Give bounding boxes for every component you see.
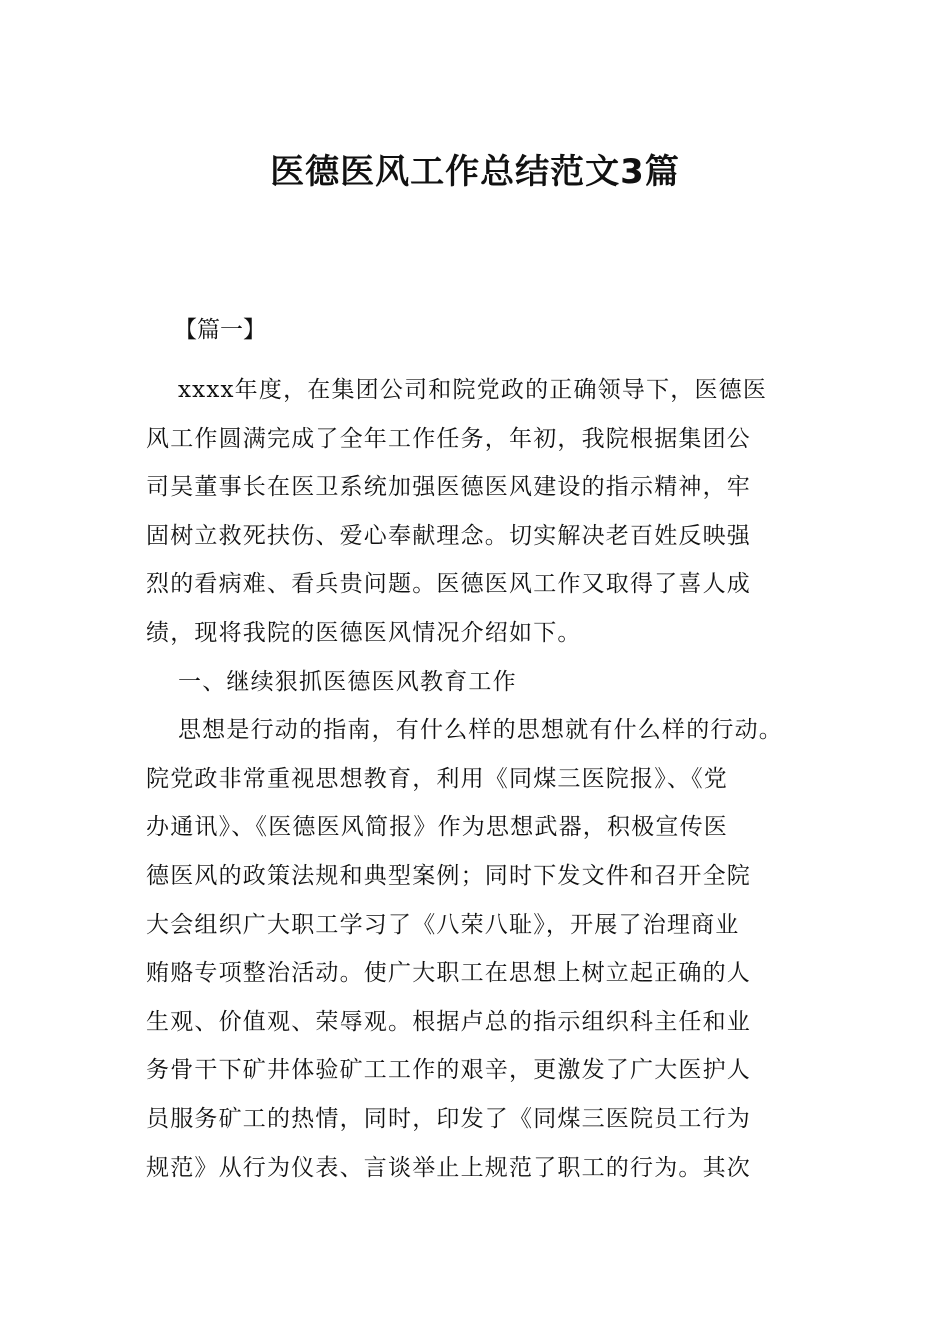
text-line: 烈的看病难、看兵贵问题。医德医风工作又取得了喜人成 (146, 571, 751, 598)
text-line: xxxx年度，在集团公司和院党政的正确领导下，医德医 (178, 377, 768, 403)
text-line: 规范》从行为仪表、言谈举止上规范了职工的行为。其次 (146, 1154, 751, 1181)
section-heading: 一、继续狠抓医德医风教育工作 (178, 668, 517, 695)
text-line: 院党政非常重视思想教育，利用《同煤三医院报》、《党 (146, 765, 728, 792)
text-line: 德医风的政策法规和典型案例；同时下发文件和召开全院 (146, 862, 751, 889)
text-line: 办通讯》、《医德医风简报》作为思想武器，积极宣传医 (146, 814, 728, 841)
text-line: 固树立救死扶伤、爱心奉献理念。切实解决老百姓反映强 (146, 522, 751, 549)
text-line: 务骨干下矿井体验矿工工作的艰辛，更激发了广大医护人 (146, 1057, 751, 1084)
document-title: 医德医风工作总结范文3篇 (270, 152, 680, 192)
text-line: 贿赂专项整治活动。使广大职工在思想上树立起正确的人 (146, 960, 751, 987)
text-line: 思想是行动的指南，有什么样的思想就有什么样的行动。 (178, 717, 783, 744)
text-line: 生观、价值观、荣辱观。根据卢总的指示组织科主任和业 (146, 1008, 751, 1035)
text-line: 司吴董事长在医卫系统加强医德医风建设的指示精神，牢 (146, 474, 751, 501)
text-line: 风工作圆满完成了全年工作任务，年初，我院根据集团公 (146, 425, 751, 452)
text-line: 员服务矿工的热情，同时，印发了《同煤三医院员工行为 (146, 1105, 751, 1132)
paragraph-intro (146, 366, 806, 658)
text-line: 绩，现将我院的医德医风情况介绍如下。 (146, 619, 582, 646)
paragraph-education (146, 706, 806, 1192)
text-line: 大会组织广大职工学习了《八荣八耻》，开展了治理商业 (146, 911, 740, 938)
section-label: 【篇一】 (174, 317, 266, 343)
document-body (146, 366, 806, 1192)
